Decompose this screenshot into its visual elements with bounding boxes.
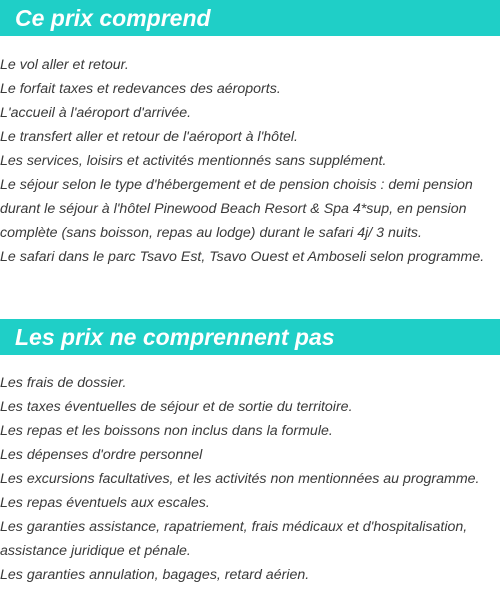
list-item: Le transfert aller et retour de l'aéroport à l'hôtel. [0, 129, 298, 145]
price-excludes-list [0, 355, 500, 587]
list-item: Les garanties annulation, bagages, retard aérien. [0, 567, 310, 583]
list-item: Les taxes éventuelles de séjour et de sortie du territoire. [0, 399, 353, 415]
list-item: complète (sans boisson, repas au lodge) durant le safari 4j/ 3 nuits. [0, 225, 422, 241]
list-item: Les repas éventuels aux escales. [0, 495, 210, 511]
list-item: Les dépenses d'ordre personnel [0, 447, 203, 463]
list-item: Les excursions facultatives, et les activités non mentionnées au programme. [0, 471, 480, 487]
price-excludes-section [0, 319, 500, 587]
list-item: Le forfait taxes et redevances des aéroports. [0, 81, 281, 97]
list-item: assistance juridique et pénale. [0, 543, 191, 559]
price-excludes-header [0, 319, 500, 355]
list-item: durant le séjour à l'hôtel Pinewood Beach Resort & Spa 4*sup, en pension [0, 201, 467, 217]
list-item: Le séjour selon le type d'hébergement et de pension choisis : demi pension [0, 177, 473, 193]
list-item: Le vol aller et retour. [0, 57, 129, 73]
list-item: Les services, loisirs et activités mentionnés sans supplément. [0, 153, 387, 169]
list-item: Les garanties assistance, rapatriement, frais médicaux et d'hospitalisation, [0, 519, 468, 535]
price-includes-title: Ce prix comprend [15, 5, 211, 31]
list-item: Les repas et les boissons non inclus dans la formule. [0, 423, 333, 439]
price-includes-section [0, 0, 500, 269]
list-item: Le safari dans le parc Tsavo Est, Tsavo Ouest et Amboseli selon programme. [0, 249, 485, 265]
price-includes-list [0, 36, 500, 269]
price-excludes-title: Les prix ne comprennent pas [15, 324, 335, 350]
price-includes-header [0, 0, 500, 36]
list-item: Les frais de dossier. [0, 375, 127, 391]
list-item: L'accueil à l'aéroport d'arrivée. [0, 105, 192, 121]
